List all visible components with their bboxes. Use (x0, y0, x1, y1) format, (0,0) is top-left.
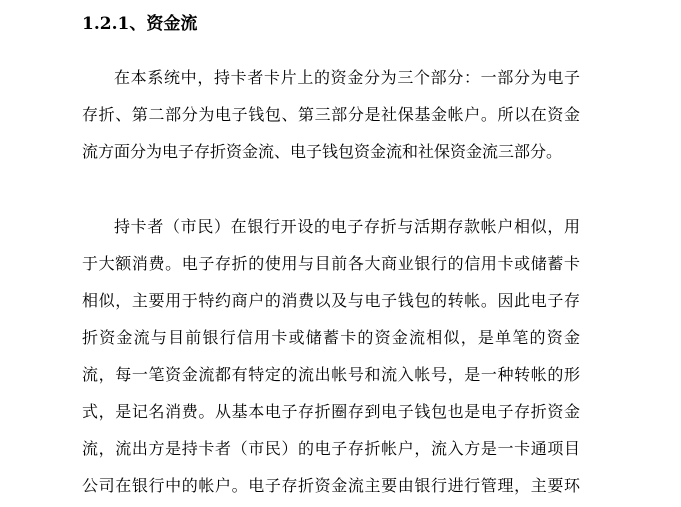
paragraph-2-line-3: 相似，主要用于特约商户的消费以及与电子钱包的转帐。因此电子存 (82, 291, 580, 310)
paragraph-1-line-3: 流方面分为电子存折资金流、电子钱包资金流和社保资金流三部分。 (82, 142, 563, 161)
paragraph-2-line-7: 流，流出方是持卡者（市民）的电子存折帐户，流入方是一卡通项目 (82, 439, 580, 458)
section-heading: 1.2.1、资金流 (82, 14, 198, 34)
paragraph-2-line-2: 于大额消费。电子存折的使用与目前各大商业银行的信用卡或储蓄卡 (82, 254, 580, 273)
paragraph-2-line-6: 式，是记名消费。从基本电子存折圈存到电子钱包也是电子存折资金 (82, 402, 580, 421)
paragraph-2-line-4: 折资金流与目前银行信用卡或储蓄卡的资金流相似，是单笔的资金 (82, 328, 580, 347)
paragraph-2-line-8: 公司在银行中的帐户。电子存折资金流主要由银行进行管理，主要环 (82, 476, 580, 495)
paragraph-2-line-5: 流，每一笔资金流都有特定的流出帐号和流入帐号，是一种转帐的形 (82, 365, 580, 384)
paragraph-1-line-2: 存折、第二部分为电子钱包、第三部分是社保基金帐户。所以在资金 (82, 105, 580, 124)
paragraph-1-line-1: 在本系统中，持卡者卡片上的资金分为三个部分：一部分为电子 (114, 68, 580, 87)
paragraph-2-line-1: 持卡者（市民）在银行开设的电子存折与活期存款帐户相似，用 (114, 217, 580, 236)
